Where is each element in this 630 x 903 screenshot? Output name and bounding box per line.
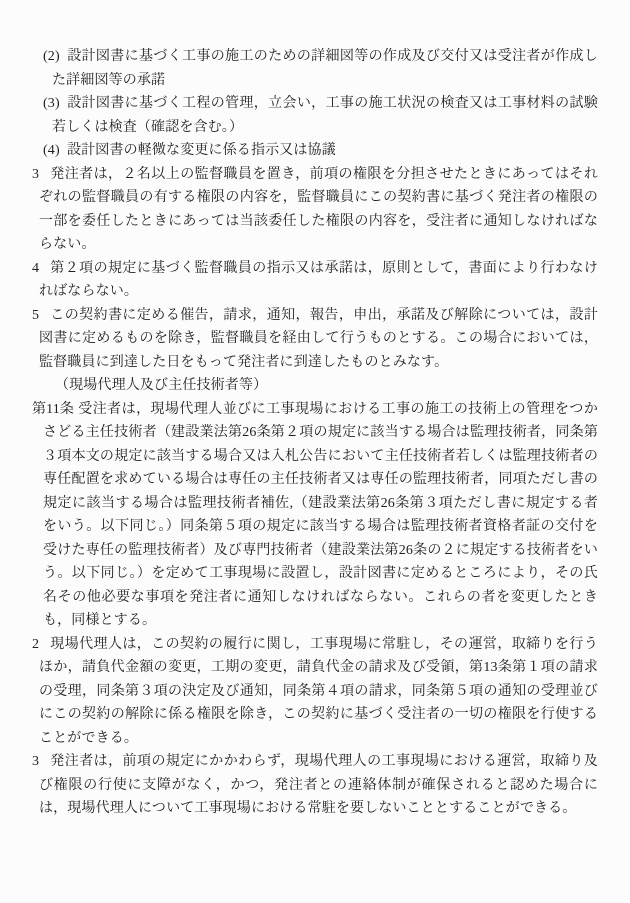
contract-paragraph [32,633,598,751]
paragraph-marker: 3 [32,754,40,769]
paragraph-marker: 2 [32,636,40,652]
paragraph-marker: 5 [32,307,40,323]
paragraph-text: （現場代理人及び主任技術者等） [55,378,268,393]
contract-paragraph [32,750,598,821]
contract-paragraph [32,163,598,257]
paragraph-text: 受注者は，現場代理人並びに工事現場における工事の施工の技術上の管理をつかさどる主任技術者（建設業法第26条第２項の規定に該当する場合は監理技術者，同条第３項本文の規定に該当する場合又は入札公告において主任技術者若しくは監理技術者の専任配置を求めている場合は専任の主任技術者又は専任の監理技術者，同項ただし書の規定に該当する場合は監理技術者補佐,（建設業法第26条第３項ただし書に規定する者をいう。以下同じ。）同条第５項の規定に該当する場合は監理技術者資格者証の交付を受けた専任の監理技術者）及び専門技術者（建設業法第26条の２に規定する技術者をいう。以下同じ。）を定めて工事現場に設置し，設計図書に定めるところにより，その氏名その他必要な事項を発注者に通知しなければならない。これらの者を変更したときも，同様とする。 [43,401,598,628]
paragraph-text: 設計図書の軽微な変更に係る指示又は協議 [67,143,336,158]
paragraph-text: 発注者は，２名以上の監督職員を置き，前項の権限を分担させたときにあってはそれぞれの監督職員の有する権限の内容を，監督職員にこの契約書に基づく発注者の権限の一部を委任したときにあっては当該委任した権限の内容を，受注者に通知しなければならない。 [39,166,598,252]
clause-caption [32,374,598,398]
contract-paragraph [32,139,598,163]
paragraph-text: 設計図書に基づく工事の施工のための詳細図等の作成及び交付又は受注者が作成した詳細図等の承諾 [52,49,598,88]
contract-paragraph [32,398,598,633]
paragraph-text: 設計図書に基づく工程の管理，立会い，工事の施工状況の検査又は工事材料の試験若しくは検査（確認を含む。） [52,96,598,135]
paragraph-marker: 第11条 [32,401,75,417]
contract-text-block [32,45,598,821]
contract-paragraph [32,45,598,92]
paragraph-marker: 3 [32,166,40,182]
paragraph-text: 発注者は，前項の規定にかかわらず，現場代理人の工事現場における運営，取締り及び権限の行使に支障がなく，かつ，発注者との連絡体制が確保されると認めた場合には，現場代理人について工事現場における常駐を要しないこととすることができる。 [39,754,598,816]
paragraph-text: 現場代理人は，この契約の履行に関し，工事現場に常駐し，その運営，取締りを行うほか，請負代金額の変更，工期の変更，請負代金の請求及び受領，第13条第１項の請求の受理，同条第３項の決定及び通知，同条第４項の請求，同条第５項の通知の受理並びにこの契約の解除に係る権限を除き，この契約に基づく受注者の一切の権限を行使することができる。 [39,636,598,746]
paragraph-marker: 4 [32,260,40,276]
paragraph-marker: (2) [43,49,60,64]
paragraph-marker: (4) [43,143,60,158]
paragraph-marker: (3) [43,96,60,111]
contract-paragraph [32,257,598,304]
contract-paragraph [32,304,598,375]
paragraph-text: この契約書に定める催告，請求，通知，報告，申出，承諾及び解除については，設計図書に定めるものを除き，監督職員を経由して行うものとする。この場合においては，監督職員に到達した日をもって発注者に到達したものとみなす。 [39,307,598,370]
contract-paragraph [32,92,598,139]
paragraph-text: 第２項の規定に基づく監督職員の指示又は承諾は，原則として，書面により行わなければならない。 [39,260,598,299]
